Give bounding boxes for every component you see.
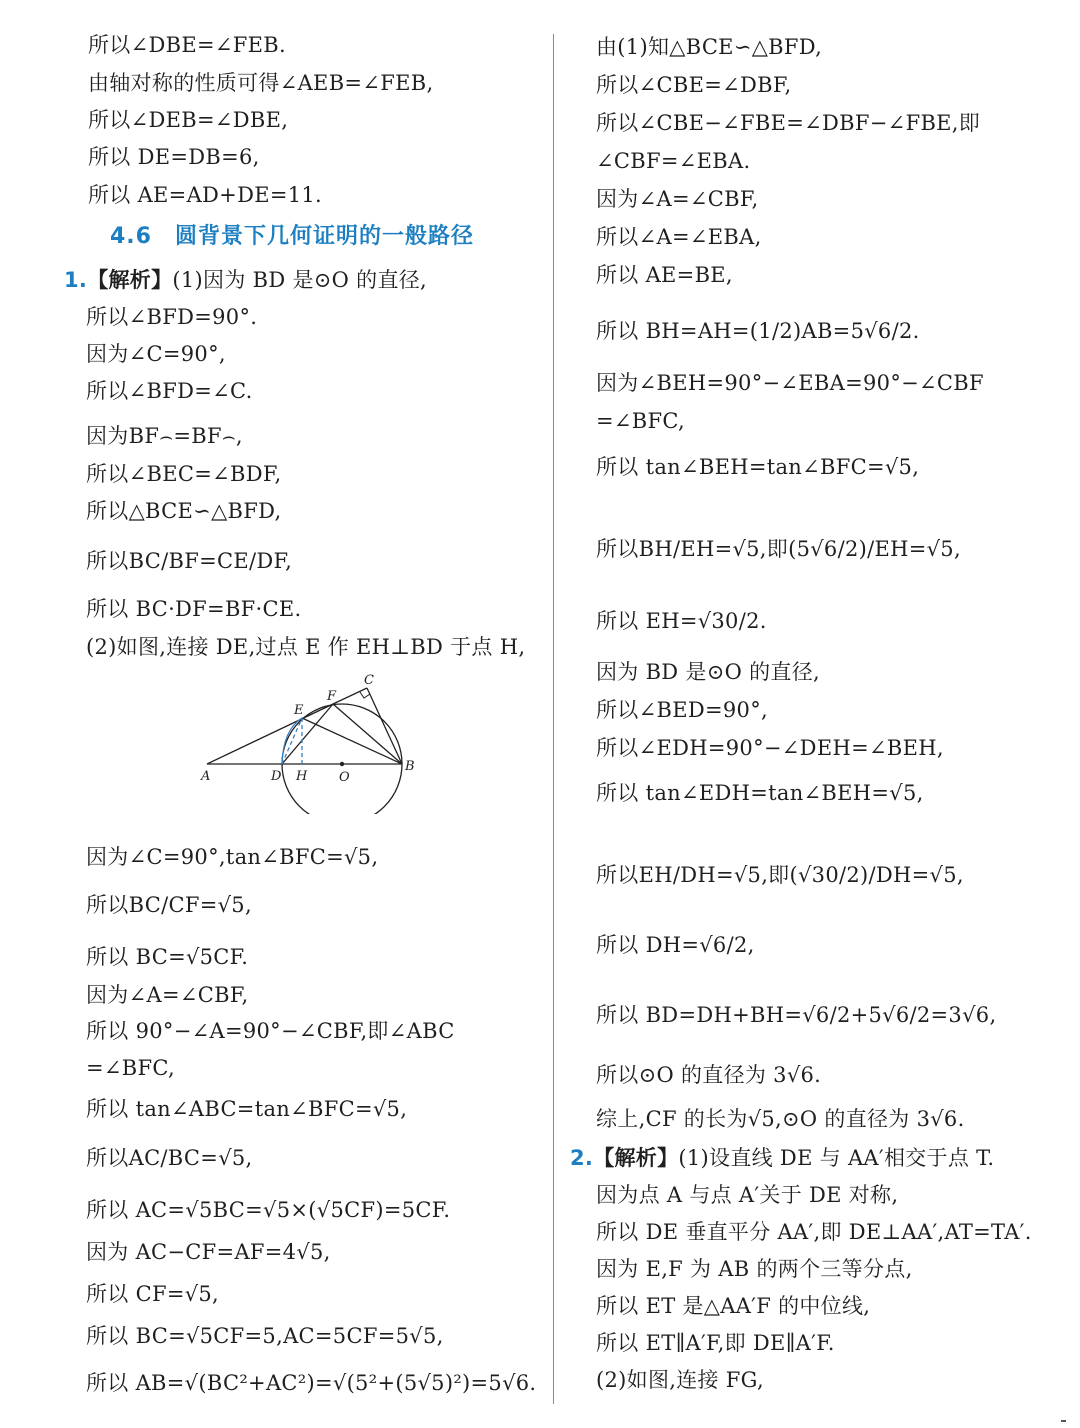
text-line: 所以∠EDH=90°−∠DEH=∠BEH, [596, 736, 944, 760]
question-1-header [64, 265, 427, 295]
text-line: 所以 ET∥A′F,即 DE∥A′F. [596, 1331, 835, 1355]
geometry-figure [195, 664, 425, 814]
text-line: 所以 tan∠BEH=tan∠BFC=√5, [596, 455, 920, 479]
text-line: 所以∠BED=90°, [596, 698, 768, 722]
text-line: 所以BC/CF=√5, [86, 893, 252, 917]
figure-label-f: F [327, 689, 337, 704]
text-line: 所以 DE 垂直平分 AA′,即 DE⊥AA′,AT=TA′. [596, 1220, 1032, 1244]
text-line: 所以∠BFD=∠C. [86, 379, 253, 403]
text-line: 所以 BC=√5CF. [86, 945, 249, 969]
text-line: =∠BFC, [86, 1056, 175, 1080]
text-line: 所以 tan∠ABC=tan∠BFC=√5, [86, 1097, 408, 1121]
text-line: =∠BFC, [596, 409, 685, 433]
text-line: 所以∠DEB=∠DBE, [88, 108, 289, 132]
text-line: 所以 AB=√(BC²+AC²)=√(5²+(5√5)²)=5√6. [86, 1371, 537, 1395]
text-line: 所以 AE=BE, [596, 263, 733, 287]
text-line: 因为∠BEH=90°−∠EBA=90°−∠CBF [596, 371, 984, 395]
text-line: (2)如图,连接 FG, [596, 1368, 764, 1392]
text-line: 所以 BH=AH=(1/2)AB=5√6/2. [596, 319, 920, 343]
text-line: 所以AC/BC=√5, [86, 1146, 253, 1170]
text-line: 所以△BCE∽△BFD, [86, 499, 282, 523]
text-line: 所以∠BFD=90°. [86, 305, 258, 329]
text-line: 所以BC/BF=CE/DF, [86, 549, 293, 573]
question-2-header [570, 1143, 994, 1173]
text-line: 因为∠C=90°, [86, 342, 226, 366]
text-line: 所以 BC=√5CF=5,AC=5CF=5√5, [86, 1324, 444, 1348]
text-line: 所以EH/DH=√5,即(√30/2)/DH=√5, [596, 863, 964, 887]
text-line: 所以∠DBE=∠FEB. [88, 33, 286, 57]
text-line: 所以∠CBE=∠DBF, [596, 73, 792, 97]
section-heading: 4.6 圆背景下几何证明的一般路径 [110, 224, 474, 249]
text-line: 所以BH/EH=√5,即(5√6/2)/EH=√5, [596, 537, 961, 561]
question-number: 1. [64, 268, 88, 292]
text-line: 由轴对称的性质可得∠AEB=∠FEB, [88, 71, 434, 95]
text-line: 所以 BC·DF=BF·CE. [86, 597, 302, 621]
analysis-tag: 【解析】 [593, 1146, 679, 1170]
text-line: 因为 BD 是⊙O 的直径, [596, 660, 820, 684]
figure-label-o: O [339, 770, 350, 785]
text-line: 所以 ET 是△AA′F 的中位线, [596, 1294, 871, 1318]
text-line: 所以 AC=√5BC=√5×(√5CF)=5CF. [86, 1198, 451, 1222]
text-line: 所以 EH=√30/2. [596, 609, 767, 633]
figure-label-a: A [201, 769, 211, 784]
text-line: 因为 AC−CF=AF=4√5, [86, 1240, 331, 1264]
figure-label-b: B [405, 759, 415, 774]
figure-label-d: D [271, 769, 282, 784]
text-line: 综上,CF 的长为√5,⊙O 的直径为 3√6. [596, 1107, 965, 1131]
page-mark [1061, 1420, 1066, 1422]
text-line: 因为 E,F 为 AB 的两个三等分点, [596, 1257, 913, 1281]
text-line: ∠CBF=∠EBA. [596, 149, 751, 173]
figure-label-e: E [294, 703, 304, 718]
text-line: 所以 tan∠EDH=tan∠BEH=√5, [596, 781, 924, 805]
text-line: 所以⊙O 的直径为 3√6. [596, 1063, 822, 1087]
text-line: 所以∠CBE−∠FBE=∠DBF−∠FBE,即 [596, 111, 981, 135]
column-divider [553, 34, 554, 1404]
text-line: 由(1)知△BCE∽△BFD, [596, 35, 823, 59]
text-line: 因为∠A=∠CBF, [596, 187, 759, 211]
text-line: 因为∠C=90°,tan∠BFC=√5, [86, 845, 379, 869]
text-line: (1)设直线 DE 与 AA′相交于点 T. [678, 1146, 995, 1170]
text-line: 所以∠BEC=∠BDF, [86, 462, 282, 486]
text-line: 因为点 A 与点 A′关于 DE 对称, [596, 1183, 899, 1207]
text-line: 所以 DE=DB=6, [88, 145, 260, 169]
text-line: 因为BF⌢=BF⌢, [86, 424, 243, 448]
text-line: 所以∠A=∠EBA, [596, 225, 762, 249]
text-line: (1)因为 BD 是⊙O 的直径, [172, 268, 428, 292]
text-line: 所以 BD=DH+BH=√6/2+5√6/2=3√6, [596, 1003, 997, 1027]
text-line: 所以 90°−∠A=90°−∠CBF,即∠ABC [86, 1019, 455, 1043]
text-line: 所以 AE=AD+DE=11. [88, 183, 323, 207]
figure-label-h: H [296, 769, 308, 784]
text-line: 因为∠A=∠CBF, [86, 983, 249, 1007]
text-line: 所以 DH=√6/2, [596, 933, 755, 957]
question-number: 2. [570, 1146, 594, 1170]
analysis-tag: 【解析】 [87, 268, 173, 292]
text-line: 所以 CF=√5, [86, 1282, 220, 1306]
text-line: (2)如图,连接 DE,过点 E 作 EH⊥BD 于点 H, [86, 635, 526, 659]
figure-label-c: C [364, 673, 374, 688]
